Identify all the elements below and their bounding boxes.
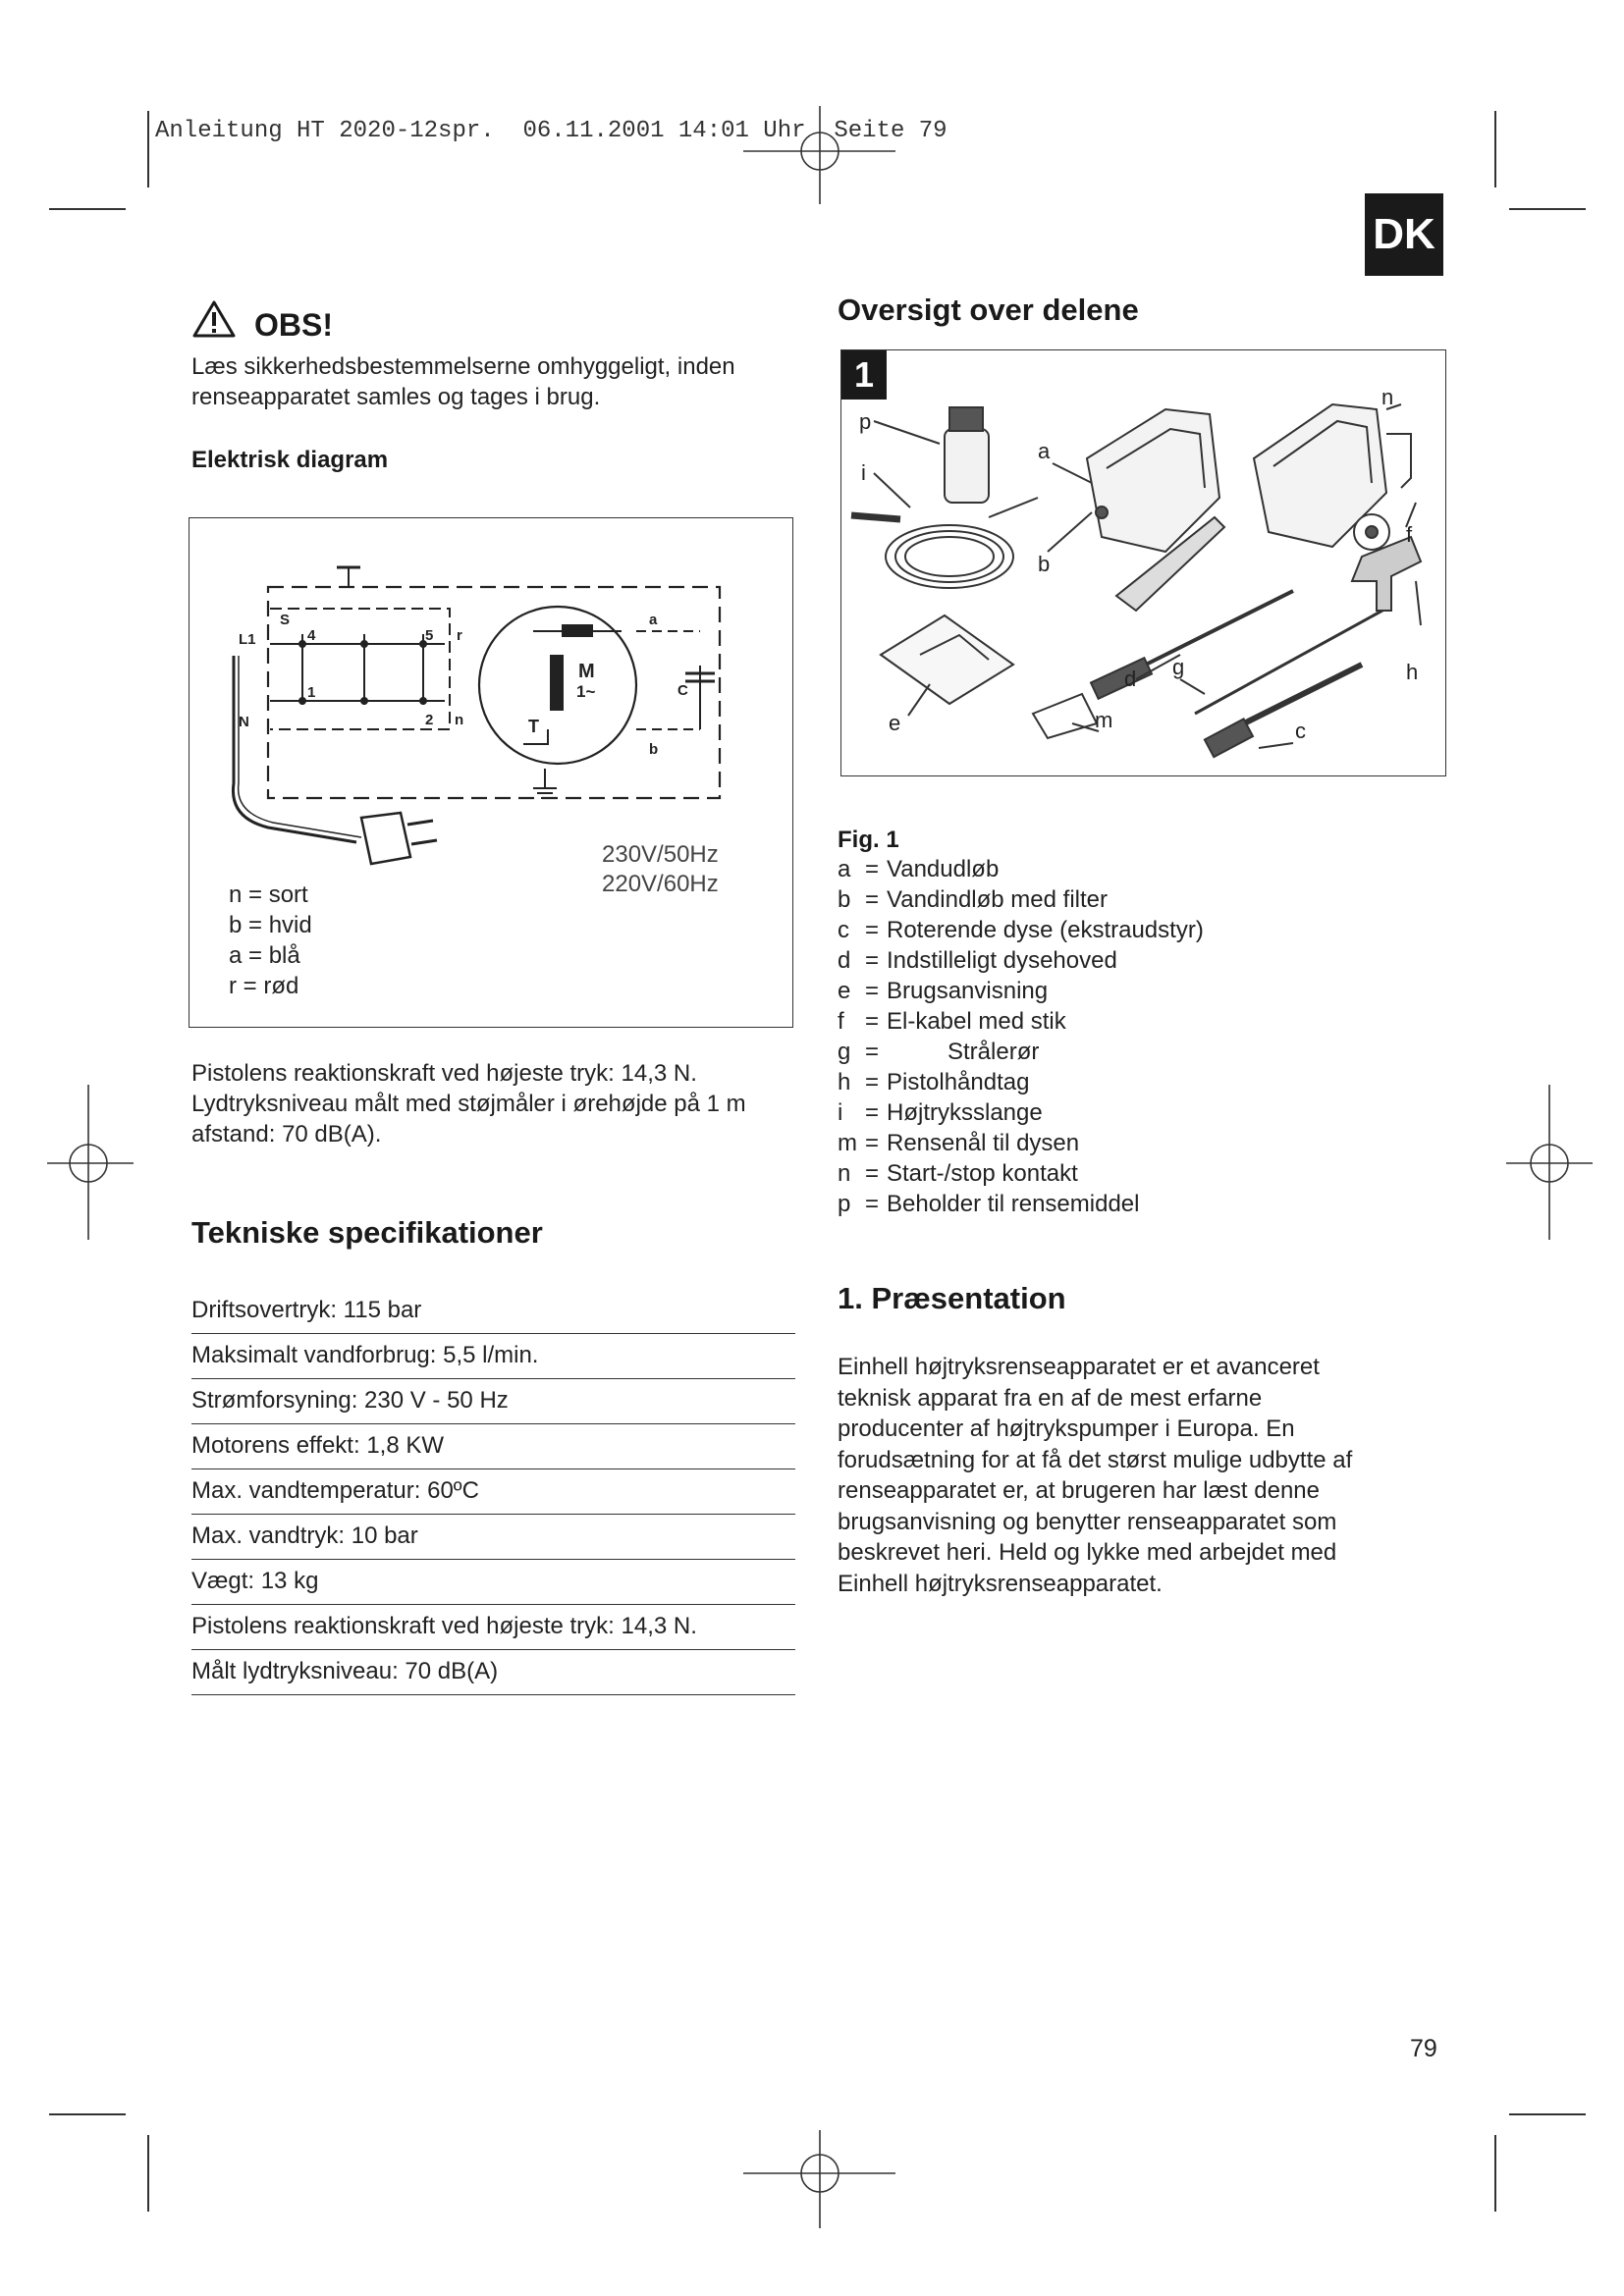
spec-row: Max. vandtryk: 10 bar bbox=[191, 1515, 795, 1560]
figure-caption: Fig. 1 bbox=[838, 827, 899, 853]
legend-key: g bbox=[838, 1039, 851, 1065]
diagram-label-2: 2 bbox=[425, 712, 434, 728]
presentation-text bbox=[838, 1352, 1352, 1599]
print-header bbox=[155, 118, 947, 144]
legend-text: Strålerør bbox=[947, 1039, 1040, 1065]
legend-eq: = bbox=[865, 1099, 880, 1126]
legend-item bbox=[838, 947, 1117, 975]
spec-row: Vægt: 13 kg bbox=[191, 1560, 795, 1605]
registration-mark-left bbox=[47, 1085, 135, 1242]
spec-row: Målt lydtryksniveau: 70 dB(A) bbox=[191, 1650, 795, 1695]
page-number: 79 bbox=[1410, 2035, 1437, 2062]
specs-heading: Tekniske specifikationer bbox=[191, 1215, 543, 1250]
presentation-line: producenter af højtrykspumper i Europa. En bbox=[838, 1415, 1295, 1442]
parts-illustration bbox=[841, 350, 1444, 774]
legend-key: p bbox=[838, 1191, 851, 1217]
spec-row: Strømforsyning: 230 V - 50 Hz bbox=[191, 1379, 795, 1424]
diagram-label-m: M bbox=[578, 661, 595, 682]
legend-text: Brugsanvisning bbox=[887, 978, 1049, 1004]
legend-item bbox=[838, 1191, 1139, 1218]
legend-eq: = bbox=[865, 1039, 880, 1065]
legend-eq: = bbox=[865, 978, 880, 1004]
legend-item bbox=[838, 886, 1108, 914]
figure-label-h: h bbox=[1406, 660, 1419, 684]
note-line: afstand: 70 dB(A). bbox=[191, 1121, 382, 1148]
figure-label-i: i bbox=[861, 460, 866, 485]
spec-row: Maksimalt vandforbrug: 5,5 l/min. bbox=[191, 1334, 795, 1379]
legend-item bbox=[838, 856, 999, 883]
legend-eq: = bbox=[865, 1130, 880, 1156]
diagram-label-n-small: n bbox=[455, 712, 464, 728]
diagram-label-a: a bbox=[649, 612, 658, 628]
legend-eq: = bbox=[865, 947, 880, 974]
legend-eq: = bbox=[865, 1008, 880, 1035]
diagram-label-r: r bbox=[457, 627, 462, 644]
warning-text-line: renseapparatet samles og tages i brug. bbox=[191, 384, 601, 410]
warning-triangle-icon bbox=[192, 299, 236, 339]
language-badge: DK bbox=[1365, 193, 1443, 276]
crop-mark bbox=[1494, 111, 1496, 187]
crop-mark bbox=[147, 2135, 149, 2212]
wire-legend-item: n = sort bbox=[229, 881, 308, 908]
legend-text: Pistolhåndtag bbox=[887, 1069, 1030, 1095]
legend-text: El-kabel med stik bbox=[887, 1008, 1066, 1035]
legend-key: a bbox=[838, 856, 851, 882]
crop-mark bbox=[49, 2113, 126, 2115]
legend-item bbox=[838, 1069, 1029, 1096]
diagram-voltage-2: 220V/60Hz bbox=[602, 871, 719, 897]
legend-text: Indstilleligt dysehoved bbox=[887, 947, 1117, 974]
legend-item bbox=[838, 978, 1048, 1005]
diagram-label-t: T bbox=[528, 717, 539, 736]
legend-item bbox=[838, 1160, 1078, 1188]
legend-key: m bbox=[838, 1130, 857, 1156]
legend-item bbox=[838, 917, 1204, 944]
legend-key: f bbox=[838, 1008, 844, 1035]
presentation-heading: 1. Præsentation bbox=[838, 1281, 1066, 1315]
legend-text: Rensenål til dysen bbox=[887, 1130, 1080, 1156]
parts-figure-box bbox=[840, 349, 1446, 776]
presentation-line: renseapparatet er, at brugeren har læst denne bbox=[838, 1477, 1320, 1504]
note-line: Pistolens reaktionskraft ved højeste tryk: 14,3 N. bbox=[191, 1060, 697, 1087]
diagram-label-5: 5 bbox=[425, 627, 434, 644]
crop-mark bbox=[1509, 2113, 1586, 2115]
wire-legend-item: r = rød bbox=[229, 973, 299, 999]
diagram-voltage-1: 230V/50Hz bbox=[602, 841, 719, 868]
wire-legend-item: b = hvid bbox=[229, 912, 312, 938]
wire-legend-item: a = blå bbox=[229, 942, 300, 969]
registration-mark-bottom bbox=[743, 2130, 900, 2228]
print-header-page: Seite 79 bbox=[834, 118, 947, 144]
legend-item bbox=[838, 1039, 1039, 1066]
legend-text: Vandindløb med filter bbox=[887, 886, 1108, 913]
warning-title: OBS! bbox=[254, 307, 333, 343]
warning-text bbox=[191, 351, 735, 412]
legend-text: Beholder til rensemiddel bbox=[887, 1191, 1140, 1217]
legend-text: Højtryksslange bbox=[887, 1099, 1043, 1126]
diagram-label-l1: L1 bbox=[239, 631, 256, 648]
legend-eq: = bbox=[865, 917, 880, 943]
legend-text: Start-/stop kontakt bbox=[887, 1160, 1078, 1187]
presentation-line: Einhell højtryksrenseapparatet. bbox=[838, 1570, 1163, 1597]
figure-label-b: b bbox=[1038, 552, 1051, 576]
spec-row: Driftsovertryk: 115 bar bbox=[191, 1289, 795, 1334]
reaction-force-notes bbox=[191, 1058, 746, 1149]
legend-key: i bbox=[838, 1099, 843, 1126]
figure-number-badge: 1 bbox=[841, 350, 887, 400]
wire-color-legend bbox=[229, 880, 312, 1001]
legend-key: e bbox=[838, 978, 851, 1004]
figure-label-m: m bbox=[1095, 708, 1113, 732]
diagram-label-b: b bbox=[649, 741, 659, 758]
crop-mark bbox=[1494, 2135, 1496, 2212]
figure-label-g: g bbox=[1172, 655, 1185, 679]
registration-mark-right bbox=[1504, 1085, 1593, 1242]
presentation-line: teknisk apparat fra en af de mest erfarne bbox=[838, 1384, 1263, 1412]
warning-text-line: Læs sikkerhedsbestemmelserne omhyggeligt, inden bbox=[191, 353, 735, 380]
presentation-line: forudsætning for at få det størst mulige udbytte af bbox=[838, 1446, 1353, 1473]
figure-label-c: c bbox=[1295, 719, 1306, 743]
legend-key: b bbox=[838, 886, 851, 913]
figure-label-d: d bbox=[1124, 667, 1137, 691]
legend-item bbox=[838, 1008, 1066, 1036]
legend-eq: = bbox=[865, 1160, 880, 1187]
legend-key: h bbox=[838, 1069, 851, 1095]
figure-label-n: n bbox=[1381, 385, 1394, 409]
legend-text: Vandudløb bbox=[887, 856, 1000, 882]
diagram-label-1: 1 bbox=[307, 684, 316, 701]
presentation-line: brugsanvisning og benytter renseapparatet som bbox=[838, 1508, 1337, 1535]
print-header-docname: Anleitung HT 2020-12spr. bbox=[155, 118, 495, 144]
diagram-label-n: N bbox=[239, 714, 249, 730]
crop-mark bbox=[1509, 208, 1586, 210]
electric-diagram-heading: Elektrisk diagram bbox=[191, 447, 389, 473]
diagram-label-m-phase: 1~ bbox=[576, 682, 596, 701]
legend-text: Roterende dyse (ekstraudstyr) bbox=[887, 917, 1204, 943]
crop-mark bbox=[49, 208, 126, 210]
spec-row: Max. vandtemperatur: 60ºC bbox=[191, 1469, 795, 1515]
spec-row: Motorens effekt: 1,8 KW bbox=[191, 1424, 795, 1469]
electric-diagram-box bbox=[189, 517, 793, 1028]
legend-key: c bbox=[838, 917, 849, 943]
diagram-label-4: 4 bbox=[307, 627, 316, 644]
figure-label-f: f bbox=[1406, 522, 1413, 547]
legend-eq: = bbox=[865, 886, 880, 913]
legend-eq: = bbox=[865, 856, 880, 882]
spec-row: Pistolens reaktionskraft ved højeste tryk: 14,3 N. bbox=[191, 1605, 795, 1650]
presentation-line: beskrevet heri. Held og lykke med arbejdet med bbox=[838, 1539, 1337, 1566]
legend-item bbox=[838, 1130, 1079, 1157]
figure-label-a: a bbox=[1038, 439, 1051, 463]
figure-label-p: p bbox=[859, 409, 872, 434]
diagram-label-s: S bbox=[280, 612, 291, 628]
crop-mark bbox=[147, 111, 149, 187]
note-line: Lydtryksniveau målt med støjmåler i ørehøjde på 1 m bbox=[191, 1091, 746, 1117]
legend-key: n bbox=[838, 1160, 851, 1187]
figure-label-e: e bbox=[889, 711, 901, 735]
print-header-datetime: 06.11.2001 14:01 Uhr bbox=[522, 118, 806, 144]
legend-eq: = bbox=[865, 1069, 880, 1095]
presentation-line: Einhell højtryksrenseapparatet er et avanceret bbox=[838, 1354, 1320, 1380]
diagram-label-c: C bbox=[677, 682, 688, 699]
legend-item bbox=[838, 1099, 1043, 1127]
legend-key: d bbox=[838, 947, 851, 974]
overview-heading: Oversigt over delene bbox=[838, 293, 1139, 327]
legend-eq: = bbox=[865, 1191, 880, 1217]
